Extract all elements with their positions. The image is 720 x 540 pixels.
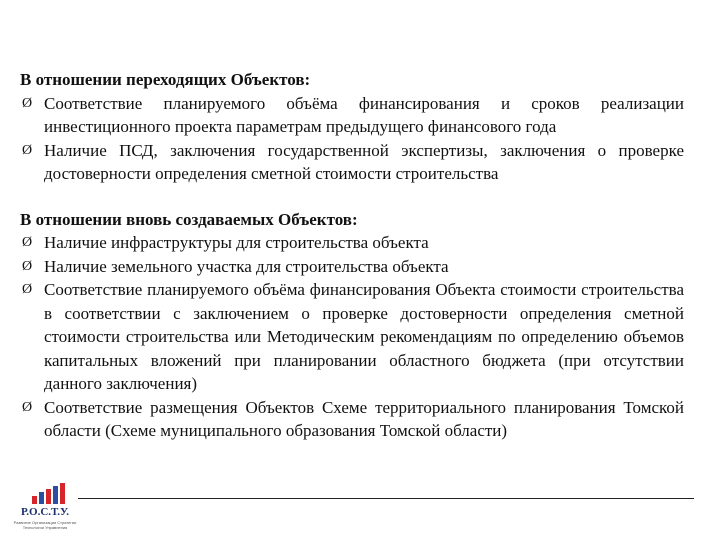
list-item: Ø Наличие ПСД, заключения государственной экспертизы, заключения о проверке достоверности определения сметной стоимости строительства [22,140,684,183]
logo-bar-3 [46,489,51,504]
arrow-bullet-icon: Ø [22,235,33,250]
logo-name: Р.О.С.Т.У. [20,506,70,518]
bullet-list [20,92,684,186]
slide-content [20,68,684,443]
arrow-bullet-icon: Ø [22,258,33,274]
logo-subtitle: Развитие Организации Стратегии Технологии Управления [13,520,77,530]
logo-bar-5 [60,483,65,504]
arrow-bullet-icon: Ø [22,399,33,415]
list-item: Ø Соответствие планируемого объёма финансирования Объекта стоимости строительства в соответствии с заключением о проверке достоверности определения сметной стоимости строительства или Методическим рекомендациям по определению объемов капитальных вложений при планировании областного бюджета (при отсутствии данного заключения) [22,280,684,393]
arrow-bullet-icon: Ø [22,282,33,297]
list-item: Ø Соответствие размещения Объектов Схеме территориального планирования Томской области (Схеме муниципального образования Томской области) [22,397,684,440]
logo-bar-2 [39,492,44,504]
logo-bar-1 [32,496,37,504]
footer-divider [78,498,694,499]
arrow-bullet-icon: Ø [22,95,33,111]
section-heading: В отношении переходящих Объектов: [20,70,311,89]
list-item: Ø Наличие инфраструктуры для строительства объекта [20,231,684,255]
section-transitional-objects [20,68,684,186]
bar-chart-logo-icon [30,482,70,504]
bullet-list [20,231,684,443]
arrow-bullet-icon: Ø [22,142,33,158]
logo-bar-4 [53,486,58,504]
list-item: Ø Соответствие планируемого объёма финансирования и сроков реализации инвестиционного проекта параметрам предыдущего финансового года [22,93,684,136]
section-new-objects [20,208,684,443]
section-heading: В отношении вновь создаваемых Объектов: [20,209,358,229]
rostu-logo [8,482,82,536]
list-item: Ø Наличие земельного участка для строительства объекта [20,255,684,279]
